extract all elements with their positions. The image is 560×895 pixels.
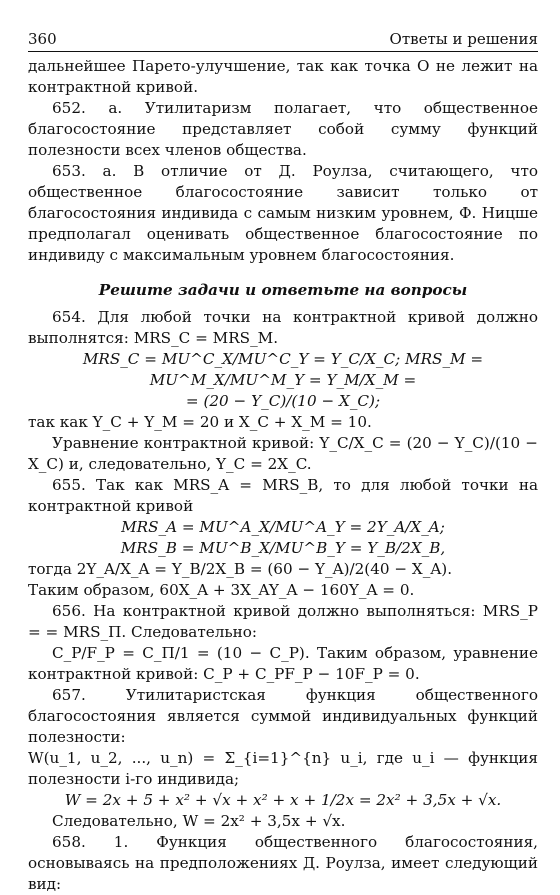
page-number: 360 xyxy=(28,30,57,48)
answer-658: 658. 1. Функция общественного благосостояния, основываясь на предположениях Д. Роулза, имеет следующий вид: xyxy=(28,833,538,893)
paragraph-continuation: дальнейшее Парето-улучшение, так как точка O не лежит на контрактной кривой. xyxy=(28,57,538,96)
answer-652: 652. a. Утилитаризм полагает, что общественное благосостояние представляет собой сумму функций полезности всех членов общества. xyxy=(28,99,538,159)
answer-654: 654. Для любой точки на контрактной кривой должно выполнятся: MRS_C = MRS_M. xyxy=(28,308,538,347)
running-title: Ответы и решения xyxy=(389,30,538,48)
equation-mrs-b: MRS_B = MU^B_X/MU^B_Y = Y_B/2X_B, xyxy=(120,539,446,557)
equation-w: W = 2x + 5 + x² + √x + x² + x + 1/2x = 2x² + 3,5x + √x. xyxy=(64,791,502,809)
answer-657: 657. Утилитаристская функция общественного благосостояния является суммой индивидуальных функций полезности: xyxy=(28,686,538,746)
equation-mrs-cm: MRS_C = MU^C_X/MU^C_Y = Y_C/X_C; MRS_M = MU^M_X/MU^M_Y = Y_M/X_M = xyxy=(82,350,484,389)
page-header xyxy=(28,26,538,48)
condition-text: так как Y_C + Y_M = 20 и X_C + X_M = 10. xyxy=(28,413,372,431)
equation-mrs-cm-cont: = (20 − Y_C)/(10 − X_C); xyxy=(185,392,381,410)
then-equation: тогда 2Y_A/X_A = Y_B/2X_B = (60 − Y_A)/2(40 − X_A). xyxy=(28,560,453,578)
equation-mrs-a: MRS_A = MU^A_X/MU^A_Y = 2Y_A/X_A; xyxy=(121,518,445,536)
section-heading: Решите задачи и ответьте на вопросы xyxy=(98,281,468,299)
result-655: Таким образом, 60X_A + 3X_AY_A − 160Y_A = 0. xyxy=(28,581,415,599)
contract-curve-656: C_P/F_P = C_П/1 = (10 − C_P). Таким образом, уравнение контрактной кривой: C_P + C_PF_P − 10F_P = 0. xyxy=(28,644,538,683)
contract-curve-654: Уравнение контрактной кривой: Y_C/X_C = (20 − Y_C)/(10 − X_C) и, следовательно, Y_C = 2X_C. xyxy=(28,434,538,473)
result-657: Следовательно, W = 2x² + 3,5x + √x. xyxy=(52,812,346,830)
answer-656: 656. На контрактной кривой должно выполняться: MRS_P = = MRS_П. Следовательно: xyxy=(28,602,538,641)
sum-formula: W(u_1, u_2, ..., u_n) = Σ_{i=1}^{n} u_i, где u_i — функция полезности i-го индивида; xyxy=(28,749,538,788)
answer-655: 655. Так как MRS_A = MRS_B, то для любой точки на контрактной кривой xyxy=(28,476,538,515)
page-body xyxy=(28,56,538,895)
answer-653: 653. a. В отличие от Д. Роулза, считающего, что общественное благосостояние зависит только от благосостояния индивида с самым низким уровнем, Ф. Ницше предполагал оценивать общественное благосостояние по индивиду с максимальным уровнем благосостояния. xyxy=(28,162,538,264)
header-rule xyxy=(28,51,538,52)
